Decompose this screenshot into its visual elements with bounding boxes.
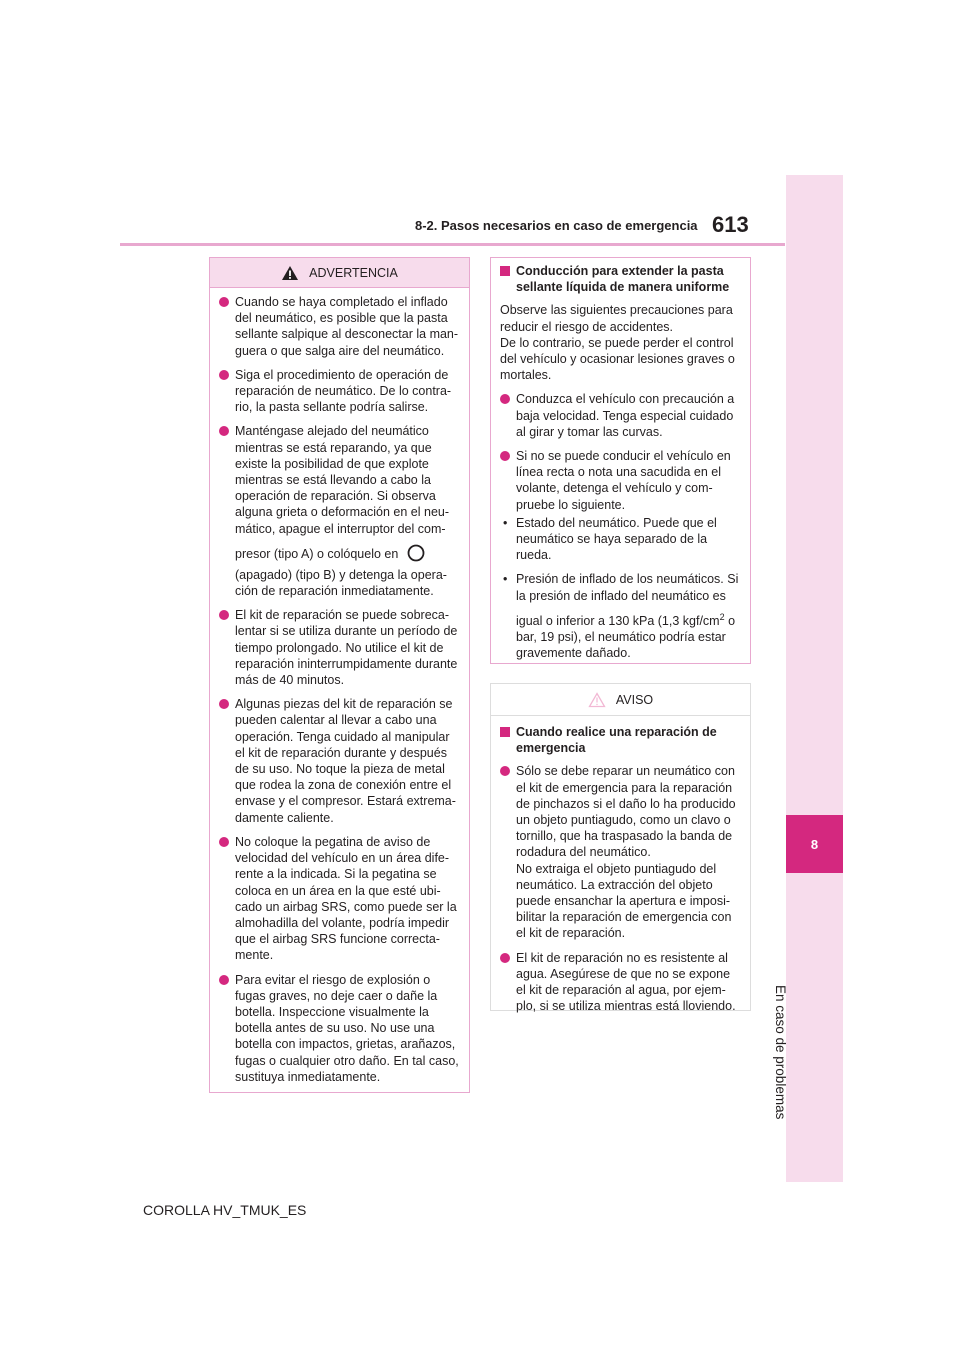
bullet-icon bbox=[500, 451, 510, 461]
bullet-icon bbox=[219, 837, 229, 847]
warning-panel bbox=[209, 257, 470, 1093]
text-line-with-superscript bbox=[516, 609, 740, 629]
text-line: del vehículo y ocasionar lesiones graves o bbox=[500, 352, 735, 367]
driving-heading bbox=[500, 263, 740, 295]
text-line: damente caliente. bbox=[235, 810, 334, 825]
driving-panel bbox=[490, 257, 751, 664]
list-item bbox=[219, 834, 459, 964]
bullet-icon bbox=[219, 610, 229, 620]
text-line: un objeto puntiagudo, como un clavo o bbox=[516, 813, 731, 828]
text-line: rueda. bbox=[516, 548, 552, 563]
text-line: del neumático, es posible que la pasta bbox=[235, 311, 448, 326]
text-line: volante, detenga el vehículo y com- bbox=[516, 481, 713, 496]
list-item bbox=[500, 950, 740, 1015]
superscript: 2 bbox=[719, 611, 725, 622]
warning-title: ADVERTENCIA bbox=[309, 265, 398, 280]
text-line: Manténgase alejado del neumático bbox=[235, 424, 429, 439]
text-line: De lo contrario, se puede perder el control bbox=[500, 335, 734, 350]
text-line: rente a la indicada. Si la pegatina se bbox=[235, 867, 437, 882]
text-line: bar, 19 psi), el neumático podría estar bbox=[516, 630, 726, 645]
text-line: el kit de reparación. bbox=[516, 926, 626, 941]
text-line: Cuando se haya completado el inflado bbox=[235, 295, 448, 309]
text-line: • Presión de inflado de los neumáticos. Si bbox=[516, 572, 739, 587]
notice-heading bbox=[500, 724, 740, 756]
text-line-with-icon bbox=[235, 543, 459, 563]
power-off-symbol-icon bbox=[406, 543, 426, 563]
bullet-icon bbox=[219, 426, 229, 436]
text-line: envase y el compresor. Estará extrema- bbox=[235, 794, 456, 809]
text-line: tiempo prolongado. No utilice el kit de bbox=[235, 640, 444, 655]
bullet-icon bbox=[219, 297, 229, 307]
text-line: botella. Inspeccione visualmente la bbox=[235, 1004, 429, 1019]
bullet-icon bbox=[219, 370, 229, 380]
bullet-icon bbox=[500, 394, 510, 404]
text-line: línea recta o nota una sacudida en el bbox=[516, 465, 722, 480]
notice-title: AVISO bbox=[615, 692, 654, 707]
text-line: Algunas piezas del kit de reparación se bbox=[235, 697, 453, 712]
text-line: pueden calentar al llevar a cabo una bbox=[235, 713, 437, 728]
text-line: igual o inferior a 130 kPa (1,3 kgf/cm bbox=[516, 614, 720, 629]
text-line: mientras se está llevando a cabo la bbox=[235, 473, 431, 488]
text-line: de su uso. No toque la pieza de metal bbox=[235, 762, 445, 777]
notice-header bbox=[491, 684, 750, 716]
text-line: coloca en un área en la que esté ubi- bbox=[235, 883, 441, 898]
list-item bbox=[219, 294, 459, 359]
list-item bbox=[219, 423, 459, 599]
warning-triangle-icon bbox=[281, 265, 299, 281]
text-line: neumático. La extracción del objeto bbox=[516, 877, 713, 892]
caution-triangle-icon bbox=[588, 692, 606, 708]
text-line: tornillo, que ha traspasado la banda de bbox=[516, 829, 733, 844]
text-line: Conduzca el vehículo con precaución a bbox=[516, 392, 735, 407]
text-line: mientras se está reparando, ya que bbox=[235, 440, 432, 455]
text-line: Conducción para extender la pasta bbox=[516, 264, 724, 278]
text-line: Observe las siguientes precauciones para bbox=[500, 303, 733, 318]
text-line: gravemente dañado. bbox=[516, 646, 631, 661]
text-line: plo, si se utiliza mientras está lloviendo. bbox=[516, 999, 736, 1014]
text-line: sellante salpique al desconectar la man- bbox=[235, 327, 459, 342]
sub-list-item bbox=[500, 515, 740, 564]
text-line: Para evitar el riesgo de explosión o bbox=[235, 972, 431, 987]
bullet-icon bbox=[219, 699, 229, 709]
text-line: el kit de emergencia para la reparación bbox=[516, 780, 733, 795]
text-line: o bbox=[724, 614, 736, 629]
section-title: 8-2. Pasos necesarios en caso de emergencia bbox=[415, 218, 698, 233]
text-line: rodadura del neumático. bbox=[516, 845, 651, 860]
text-line: reparación ininterrumpidamente durante bbox=[235, 656, 458, 671]
notice-panel bbox=[490, 683, 751, 1014]
chapter-label-wrap bbox=[773, 880, 808, 1120]
text-line: El kit de reparación se puede sobreca- bbox=[235, 608, 450, 623]
text-line: operación. Tenga cuidado al manipular bbox=[235, 729, 450, 744]
text-line: el kit de reparación durante y después bbox=[235, 745, 447, 760]
text-line: existe la posibilidad de que explote bbox=[235, 456, 429, 471]
text-line: alguna grieta o deformación en el neu- bbox=[235, 505, 450, 520]
text-line: botella antes de su uso. No use una bbox=[235, 1021, 435, 1036]
list-item bbox=[500, 448, 740, 513]
list-item bbox=[500, 391, 740, 440]
text-line: rio, la pasta sellante podría salirse. bbox=[235, 400, 429, 415]
text-line: al girar y tomar las curvas. bbox=[516, 424, 663, 439]
square-bullet-icon bbox=[500, 727, 510, 737]
warning-body bbox=[210, 288, 469, 1101]
text-line: que el airbag SRS funcione correcta- bbox=[235, 932, 440, 947]
chapter-label: En caso de problemas bbox=[773, 985, 788, 1120]
text-line: guera o que salga aire del neumático. bbox=[235, 343, 445, 358]
list-item bbox=[500, 763, 740, 941]
text-line: sustituya inmediatamente. bbox=[235, 1069, 381, 1084]
text-line: ción de reparación inmediatamente. bbox=[235, 584, 434, 599]
text-line: agua. Asegúrese de que no se expone bbox=[516, 966, 731, 981]
text-line: reducir el riesgo de accidentes. bbox=[500, 319, 674, 334]
text-line: que rodea la zona de conexión entre el bbox=[235, 778, 452, 793]
text-line: Siga el procedimiento de operación de bbox=[235, 367, 449, 382]
text-line: almohadilla del volante, podría impedir bbox=[235, 915, 450, 930]
text-line: fugas graves, no deje caer o dañe la bbox=[235, 988, 438, 1003]
bullet-icon bbox=[500, 766, 510, 776]
header-rule bbox=[120, 243, 785, 246]
text-line: cado un airbag SRS, como puede ser la bbox=[235, 899, 457, 914]
sub-list-item bbox=[500, 571, 740, 661]
list-item bbox=[219, 696, 459, 826]
text-line: Si no se puede conducir el vehículo en bbox=[516, 449, 731, 464]
list-item bbox=[219, 607, 459, 688]
text-line: No extraiga el objeto puntiagudo del bbox=[516, 861, 717, 876]
text-line: Sólo se debe reparar un neumático con bbox=[516, 764, 735, 779]
text-line: emergencia bbox=[516, 741, 586, 756]
bullet-icon bbox=[500, 953, 510, 963]
text-line: mortales. bbox=[500, 368, 552, 383]
text-line: botella con impactos, grietas, arañazos, bbox=[235, 1037, 456, 1052]
square-bullet-icon bbox=[500, 266, 510, 276]
driving-intro bbox=[500, 302, 740, 383]
text-line: (apagado) (tipo B) y detenga la opera- bbox=[235, 567, 447, 582]
text-line: velocidad del vehículo en un área dife- bbox=[235, 851, 450, 866]
text-line: mente. bbox=[235, 948, 274, 963]
chapter-number: 8 bbox=[786, 815, 843, 873]
page-number: 613 bbox=[712, 212, 749, 237]
text-line: bilitar la reparación de emergencia con bbox=[516, 910, 732, 925]
text-line: el kit de reparación al agua, por ejem- bbox=[516, 983, 726, 998]
text-line: lentar si se utiliza durante un período de bbox=[235, 624, 458, 639]
text-line: reparación de neumático. De lo contra- bbox=[235, 384, 452, 399]
text-line: presor (tipo A) o colóquelo en bbox=[235, 546, 399, 561]
notice-body bbox=[491, 716, 750, 1030]
list-item bbox=[219, 972, 459, 1085]
text-line: operación de reparación. Si observa bbox=[235, 489, 436, 504]
text-line: más de 40 minutos. bbox=[235, 673, 345, 688]
text-line: mático, apague el interruptor del com- bbox=[235, 521, 446, 536]
warning-header bbox=[210, 258, 469, 288]
text-line: de pinchazos si el daño lo ha producido bbox=[516, 796, 736, 811]
text-line: pruebe lo siguiente. bbox=[516, 497, 626, 512]
text-line: neumático se haya separado de la bbox=[516, 532, 708, 547]
text-line: la presión de inflado del neumático es bbox=[516, 588, 726, 603]
text-line: El kit de reparación no es resistente al bbox=[516, 950, 728, 965]
footer-model-code: COROLLA HV_TMUK_ES bbox=[143, 1202, 307, 1218]
text-line: No coloque la pegatina de aviso de bbox=[235, 834, 431, 849]
text-line: Cuando realice una reparación de bbox=[516, 725, 717, 739]
text-line: puede ensanchar la apertura e imposi- bbox=[516, 894, 731, 909]
text-line: sellante líquida de manera uniforme bbox=[516, 280, 730, 295]
text-line: • Estado del neumático. Puede que el bbox=[516, 515, 717, 530]
driving-body bbox=[491, 258, 750, 678]
bullet-icon bbox=[219, 975, 229, 985]
text-line: baja velocidad. Tenga especial cuidado bbox=[516, 408, 734, 423]
list-item bbox=[219, 367, 459, 416]
text-line: fugas o cualquier otro daño. En tal caso, bbox=[235, 1053, 459, 1068]
